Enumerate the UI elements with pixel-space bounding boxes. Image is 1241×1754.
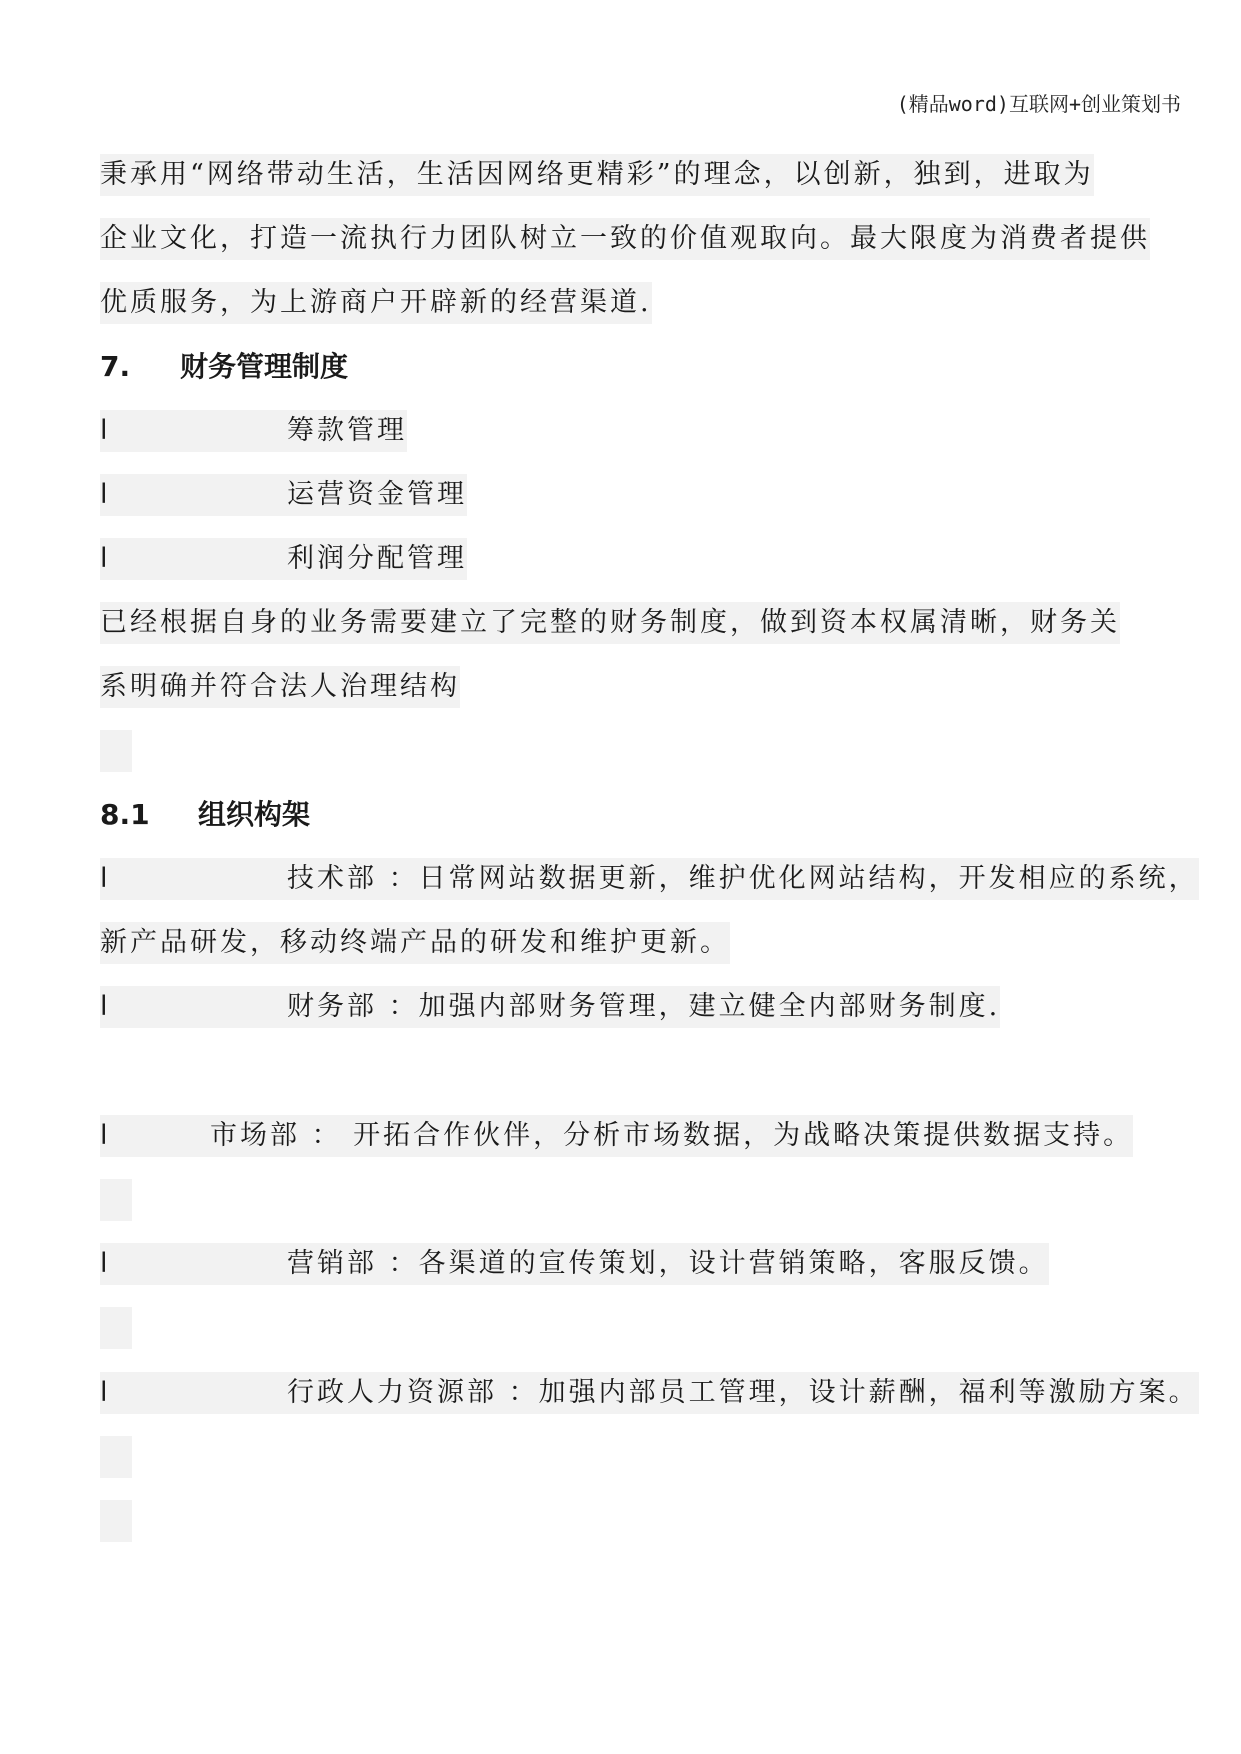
dept-hr [100,1372,1199,1414]
finance-para-line-2: 系明确并符合法人治理结构 [100,666,460,708]
dept-finance-text: 财务部 ：加强内部财务管理，建立健全内部财务制度. [287,991,1001,1022]
dept-sales [100,1243,1049,1285]
section-8-heading [100,794,310,836]
intro-line-3: 优质服务，为上游商户开辟新的经营渠道. [100,282,652,324]
bullet-mark: l [100,543,108,574]
intro-line-2: 企业文化，打造一流执行力团队树立一致的价值观取向。最大限度为消费者提供 [100,218,1150,260]
section-7-title: 财务管理制度 [180,350,349,383]
section-8-number: 8.1 [100,798,150,831]
bullet-mark: l [100,863,108,894]
page-header: (精品word)互联网+创业策划书 [896,92,1181,116]
empty-paragraph-marker [100,1307,132,1349]
bullet-mark: l [100,1120,108,1151]
section-8-title: 组织构架 [198,798,311,831]
dept-tech-line-2: 新产品研发，移动终端产品的研发和维护更新。 [100,922,730,964]
empty-paragraph-marker [100,1179,132,1221]
empty-paragraph-marker [100,730,132,772]
dept-market [100,1115,1133,1157]
bullet-mark: l [100,479,108,510]
finance-para-line-1: 已经根据自身的业务需要建立了完整的财务制度，做到资本权属清晰，财务关 [100,602,1120,644]
section-7-number: 7. [100,350,131,383]
finance-item-label: 运营资金管理 [287,479,467,510]
dept-market-text: 市场部 ： 开拓合作伙伴，分析市场数据，为战略决策提供数据支持。 [210,1120,1134,1151]
bullet-mark: l [100,1377,108,1408]
bullet-mark: l [100,415,108,446]
finance-item-operating-funds [100,474,467,516]
bullet-mark: l [100,991,108,1022]
empty-paragraph-marker [100,1500,132,1542]
intro-line-1: 秉承用“网络带动生活，生活因网络更精彩”的理念，以创新，独到，进取为 [100,154,1094,196]
finance-item-profit-distribution [100,538,467,580]
dept-hr-text: 行政人力资源部 ：加强内部员工管理，设计薪酬，福利等激励方案。 [287,1377,1199,1408]
finance-item-fundraising [100,410,407,452]
dept-tech [100,858,1199,900]
dept-sales-text: 营销部 ：各渠道的宣传策划，设计营销策略，客服反馈。 [287,1248,1049,1279]
dept-tech-line-1: 技术部 ：日常网站数据更新，维护优化网站结构，开发相应的系统， [287,863,1199,894]
empty-paragraph-marker [100,1436,132,1478]
section-7-heading [100,346,348,388]
finance-item-label: 筹款管理 [287,415,407,446]
bullet-mark: l [100,1248,108,1279]
dept-finance [100,986,1000,1028]
finance-item-label: 利润分配管理 [287,543,467,574]
